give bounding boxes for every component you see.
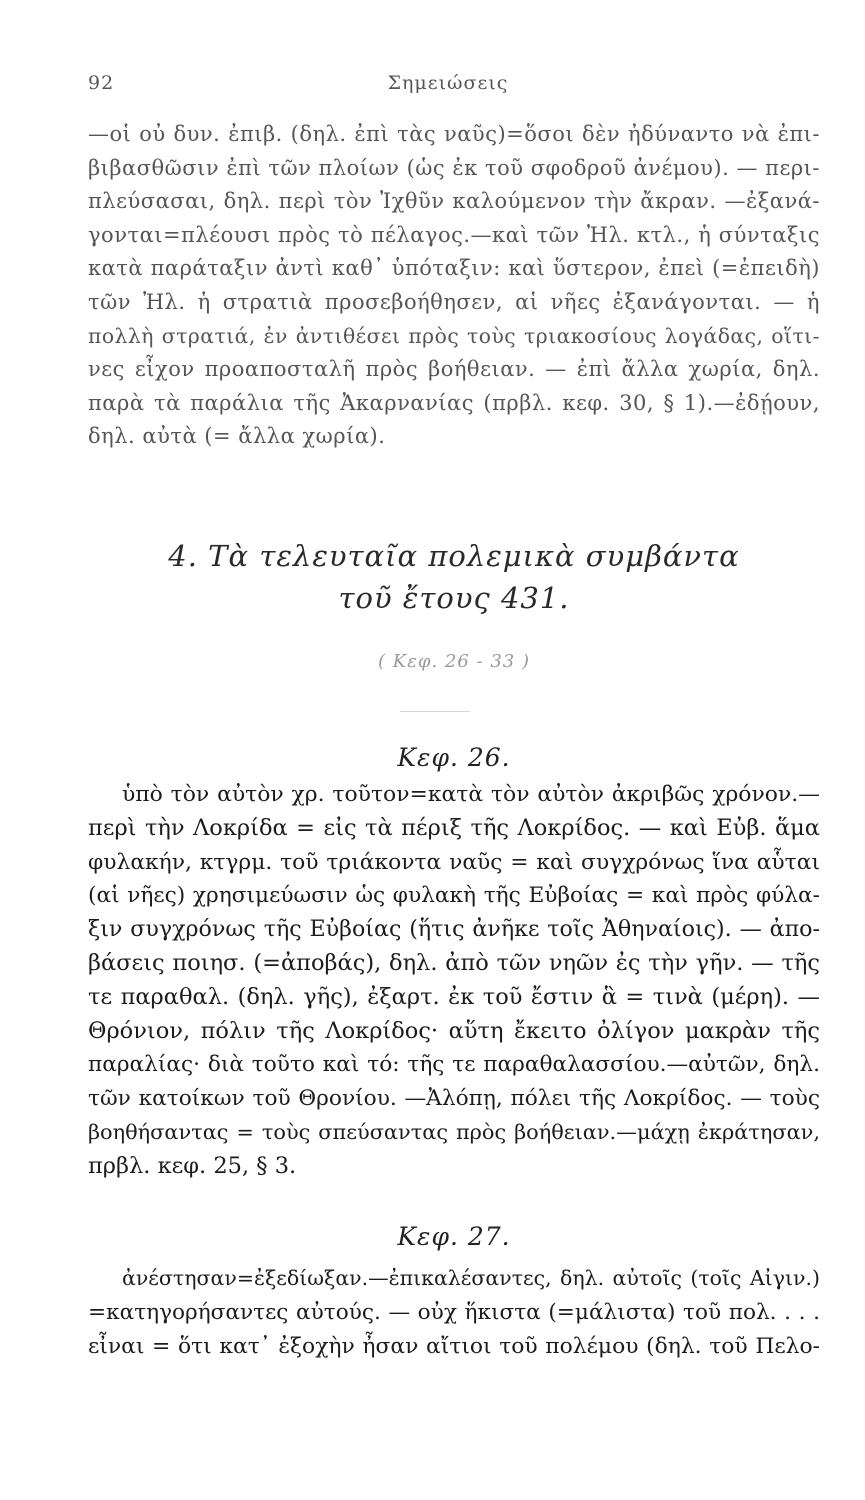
text-line: εἶναι = ὅτι κατ᾽ ἐξοχὴν ἦσαν αἴτιοι τοῦ πολέμου (δηλ. τοῦ Πελο- — [88, 1333, 820, 1359]
text-line: βάσεις ποιησ. (=ἀποβάς), δηλ. ἀπὸ τῶν νηῶν ἐς τὴν γῆν. — τῆς — [88, 949, 820, 976]
text-line: ἀνέστησαν=ἐξεδίωξαν.—ἐπικαλέσαντες, δηλ. αὐτοῖς (τοῖς Αἰγιν.) — [122, 1266, 820, 1290]
chapter-27-notes — [88, 1262, 820, 1363]
chapter-heading-26: Κεφ. 26. — [397, 743, 511, 772]
text-line: τῶν κατοίκων τοῦ Θρονίου. —Ἀλόπῃ, πόλει τῆς Λοκρίδος. — τοὺς — [88, 1086, 820, 1112]
text-line: τε παραθαλ. (δηλ. γῆς), ἐξαρτ. ἐκ τοῦ ἔστιν ἃ = τινὰ (μέρη). — — [88, 983, 820, 1010]
page-header — [88, 72, 808, 100]
text-line: ξιν συγχρόνως τῆς Εὐβοίας (ἥτις ἀνῆκε τοῖς Ἀθηναίοις). — ἀπο- — [88, 916, 820, 943]
chapter-26-notes — [88, 778, 820, 1184]
text-line: πολλὴ στρατιά, ἐν ἀντιθέσει πρὸς τοὺς τριακοσίους λογάδας, οἵτι- — [88, 323, 820, 348]
text-line: δηλ. αὐτὰ (= ἄλλα χωρία). — [88, 424, 386, 449]
section-title-line-2: τοῦ ἔτους 431. — [338, 581, 570, 615]
divider — [400, 711, 470, 712]
text-line: πλεύσασαι, δηλ. περὶ τὸν Ἰχθῦν καλούμενον τὴν ἄκραν. —ἐξανά- — [88, 189, 820, 214]
text-line: νες εἶχον προαποσταλῆ πρὸς βοήθειαν. — ἐπὶ ἄλλα χωρία, δηλ. — [88, 357, 820, 382]
text-line: Θρόνιον, πόλιν τῆς Λοκρίδος· αὕτη ἔκειτο ὀλίγον μακρὰν τῆς — [88, 1017, 820, 1044]
chapter-heading-27: Κεφ. 27. — [397, 1222, 511, 1251]
text-line: βιβασθῶσιν ἐπὶ τῶν πλοίων (ὡς ἐκ τοῦ σφοδροῦ ἀνέμου). — περι- — [88, 155, 820, 180]
text-line: κατὰ παράταξιν ἀντὶ καθ᾽ ὑπόταξιν: καὶ ὕστερον, ἐπεὶ (=ἐπειδὴ) — [88, 256, 820, 281]
text-line: βοηθήσαντας = τοὺς σπεύσαντας πρὸς βοήθειαν.—μάχῃ ἐκράτησαν, — [88, 1119, 820, 1144]
text-line: ὑπὸ τὸν αὐτὸν χρ. τοῦτον=κατὰ τὸν αὐτὸν ἀκριβῶς χρόνον.— — [122, 782, 820, 807]
text-line: —οἱ οὐ δυν. ἐπιβ. (δηλ. ἐπὶ τὰς ναῦς)=ὅσοι δὲν ἠδύναντο νὰ ἐπι- — [88, 122, 820, 146]
text-line: (αἱ νῆες) χρησιμεύωσιν ὡς φυλακὴ τῆς Εὐβοίας = καὶ πρὸς φύλα- — [88, 883, 820, 909]
section-title-line-1: 4. Τὰ τελευταῖα πολεμικὰ συμβάντα — [168, 539, 740, 573]
section-subtitle: ( Κεφ. 26 - 33 ) — [378, 651, 530, 672]
text-line: φυλακήν, κτγρμ. τοῦ τριάκοντα ναῦς = καὶ συγχρόνως ἵνα αὗται — [88, 849, 820, 875]
section-title — [88, 535, 820, 619]
text-line: πρβλ. κεφ. 25, § 3. — [88, 1152, 297, 1179]
notes-continuation — [88, 118, 820, 454]
text-line: περὶ τὴν Λοκρίδα = εἰς τὰ πέριξ τῆς Λοκρίδος. — καὶ Εὐβ. ἅμα — [88, 814, 820, 841]
text-line: =κατηγορήσαντες αὐτούς. — οὐχ ἥκιστα (=μάλιστα) τοῦ πολ. . . . — [88, 1299, 820, 1325]
text-line: παρὰ τὰ παράλια τῆς Ἀκαρνανίας (πρβλ. κεφ. 30, § 1).—ἐδῄουν, — [88, 390, 820, 415]
page-number: 92 — [88, 72, 115, 94]
text-line: γονται=πλέουσι πρὸς τὸ πέλαγος.—καὶ τῶν Ἠλ. κτλ., ἡ σύνταξις — [88, 222, 820, 247]
text-line: τῶν Ἠλ. ἡ στρατιὰ προσεβοήθησεν, αἱ νῆες ἐξανάγονται. — ἡ — [88, 289, 820, 314]
running-title: Σημειώσεις — [387, 72, 509, 94]
text-line: παραλίας· διὰ τοῦτο καὶ τό: τῆς τε παραθαλασσίου.—αὐτῶν, δηλ. — [88, 1052, 820, 1078]
